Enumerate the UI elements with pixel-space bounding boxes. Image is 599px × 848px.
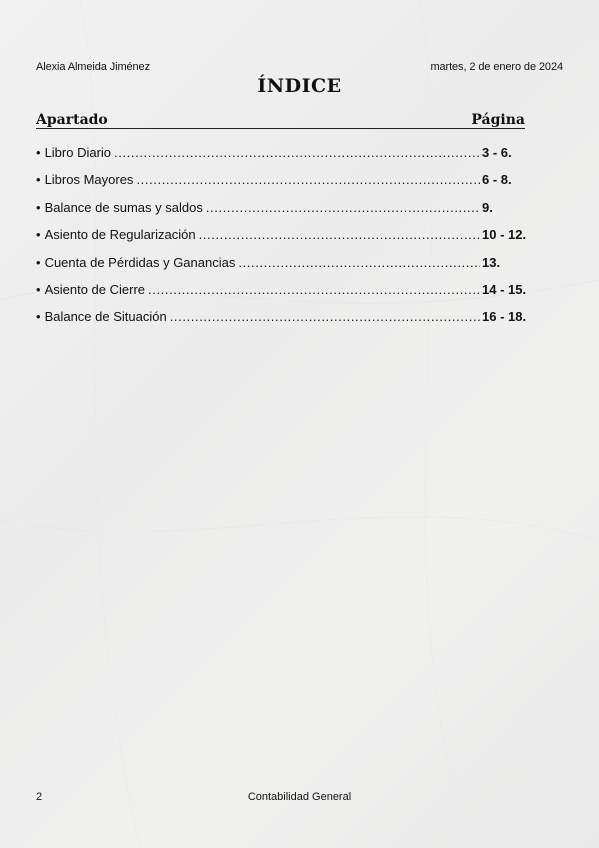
toc-header bbox=[36, 112, 525, 129]
bullet: • bbox=[36, 254, 41, 270]
toc-item-pages: 16 - 18. bbox=[482, 309, 527, 325]
toc-item-pages: 6 - 8. bbox=[482, 172, 512, 188]
toc-item-pages: 13. bbox=[482, 254, 501, 270]
toc-item-asiento-cierre[interactable] bbox=[36, 281, 536, 308]
toc-item-label: Balance de sumas y saldos bbox=[44, 199, 203, 215]
leader-dots bbox=[114, 144, 480, 161]
toc-item-label: Asiento de Cierre bbox=[44, 281, 146, 297]
toc-item-label: Asiento de Regularización bbox=[44, 227, 196, 243]
bullet: • bbox=[36, 281, 41, 297]
bullet: • bbox=[36, 309, 41, 325]
toc-item-label: Libro Diario bbox=[44, 145, 112, 160]
footer-title: Contabilidad General bbox=[247, 791, 352, 803]
toc-column-page: Página bbox=[471, 112, 525, 128]
toc-item-libros-mayores[interactable] bbox=[36, 171, 536, 198]
leader-dots bbox=[170, 308, 480, 325]
header-date: martes, 2 de enero de 2024 bbox=[430, 61, 563, 73]
toc-item-label: Balance de Situación bbox=[44, 309, 167, 325]
bullet: • bbox=[36, 227, 41, 243]
toc-item-pages: 9. bbox=[482, 199, 493, 215]
bullet: • bbox=[36, 199, 41, 215]
toc-item-asiento-regularizacion[interactable] bbox=[36, 226, 536, 253]
leader-dots bbox=[148, 281, 480, 298]
toc-item-libro-diario[interactable] bbox=[36, 144, 536, 171]
toc-item-pages: 3 - 6. bbox=[482, 145, 512, 160]
footer-page-number: 2 bbox=[36, 791, 43, 803]
toc-item-balance-situacion[interactable] bbox=[36, 308, 536, 335]
toc-item-label: Libros Mayores bbox=[44, 172, 134, 188]
header-author: Alexia Almeida Jiménez bbox=[36, 61, 150, 73]
toc-item-label: Cuenta de Pérdidas y Ganancias bbox=[44, 254, 236, 270]
toc-item-pages: 10 - 12. bbox=[482, 227, 527, 243]
leader-dots bbox=[206, 199, 480, 216]
toc-column-section: Apartado bbox=[36, 112, 108, 128]
toc-item-pages: 14 - 15. bbox=[482, 281, 527, 297]
bullet: • bbox=[36, 172, 41, 188]
leader-dots bbox=[136, 171, 480, 188]
bullet: • bbox=[36, 145, 41, 160]
toc-item-balance-sumas-saldos[interactable] bbox=[36, 199, 536, 226]
toc-list bbox=[36, 144, 536, 336]
toc-item-perdidas-ganancias[interactable] bbox=[36, 254, 536, 281]
leader-dots bbox=[238, 254, 480, 271]
leader-dots bbox=[199, 226, 480, 243]
page-title: ÍNDICE bbox=[257, 75, 342, 97]
